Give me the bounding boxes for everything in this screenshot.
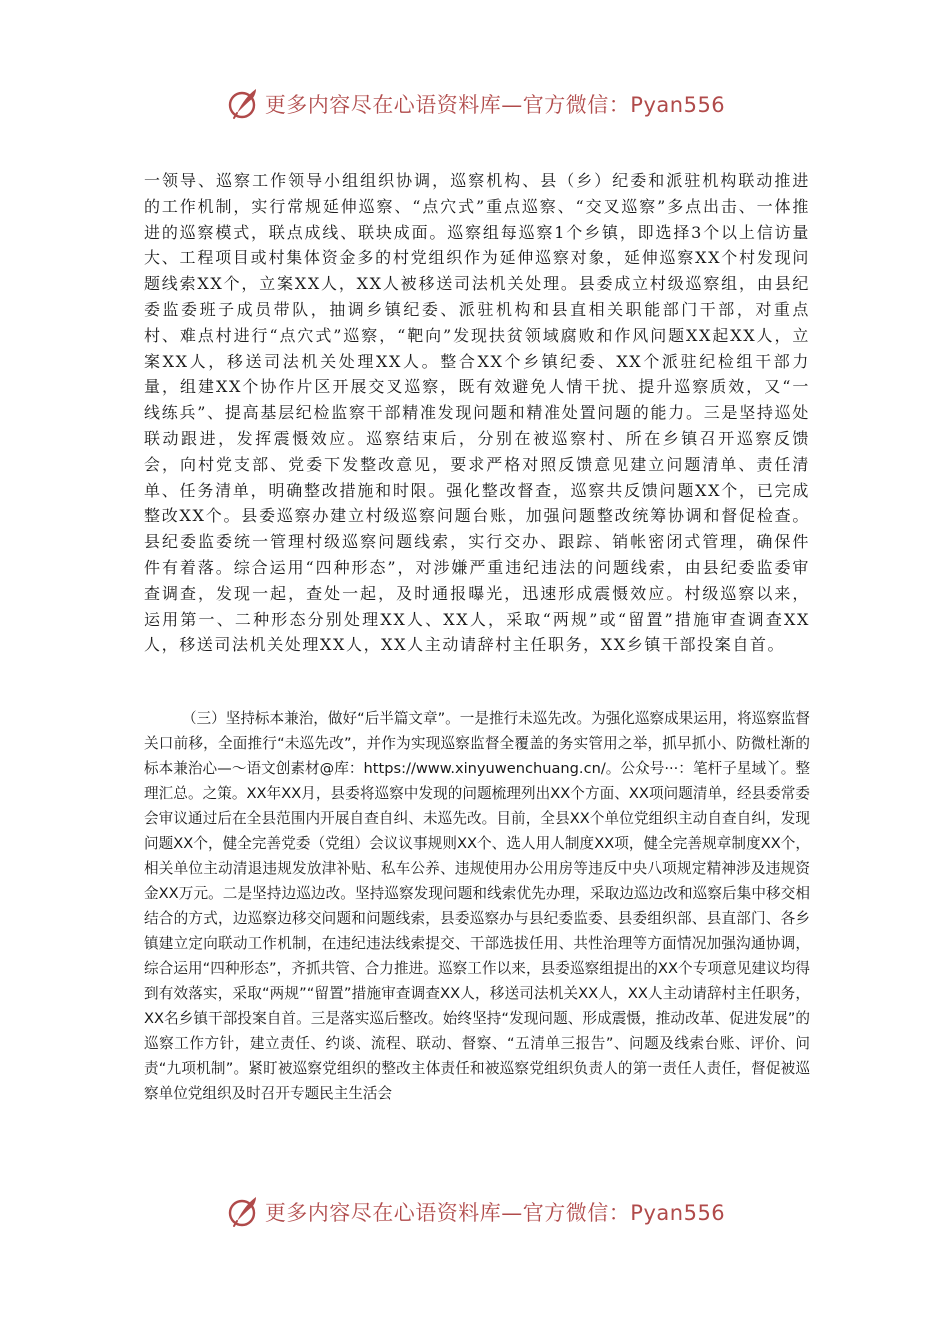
body-paragraph-2: （三）坚持标本兼治，做好“后半篇文章”。一是推行未巡先改。为强化巡察成果运用，将巡察监督关口前移，全面推行“未巡先改”，并作为实现巡察监督全覆盖的务实管用之举，抓早抓小、防微杜渐的标本兼治心—～语文创素材@库：https://www.xinyuwenchuang.cn/。公众号···：笔杆子星域丫。整理汇总。之策。XX年XX月，县委将巡察中发现的问题梳理列出XX个方面、XX项问题清单，经县委常委会审议通过后在全县范围内开展自查自纠、未巡先改。目前，全县XX个单位党组织主动自查自纠，发现问题XX个，健全完善党委（党组）会议议事规则XX个、选人用人制度XX项，健全完善规章制度XX个，相关单位主动清退违规发放津补贴、私车公养、违规使用办公用房等违反中央八项规定精神涉及违规资金XX万元。二是坚持边巡边改。坚持巡察发现问题和线索优先办理，采取边巡边改和巡察后集中移交相结合的方式，边巡察边移交问题和问题线索，县委巡察办与县纪委监委、县委组织部、县直部门、各乡镇建立定向联动工作机制，在违纪违法线索提交、干部选拔任用、共性治理等方面情况加强沟通协调，综合运用“四种形态”，齐抓共管、合力推进。巡察工作以来，县委巡察组提出的XX个专项意见建议均得到有效落实，采取“两规”“留置”措施审查调查XX人，移送司法机关XX人，XX人主动请辞村主任职务，XX名乡镇干部投案自首。三是落实巡后整改。始终坚持“发现问题、形成震慑，推动改革、促进发展”的巡察工作方针，建立责任、约谈、流程、联动、督察、“五清单三报告”、问题及线索台账、评价、问责“九项机制”。紧盯被巡察党组织的整改主体责任和被巡察党组织负责人的第一责任人责任，督促被巡察单位党组织及时召开专题民主生活会 xyxy=(144,710,811,1102)
quill-pen-icon xyxy=(225,86,261,122)
header-banner-text: 更多内容尽在心语资料库—官方微信：Pyan556 xyxy=(264,93,726,117)
footer-banner-text: 更多内容尽在心语资料库—官方微信：Pyan556 xyxy=(264,1201,726,1225)
body-paragraph-1: 一领导、巡察工作领导小组组织协调，巡察机构、县（乡）纪委和派驻机构联动推进的工作机制，实行常规延伸巡察、“点穴式”重点巡察、“交叉巡察”多点出击、一体推进的巡察模式，联点成线、联块成面。巡察组每巡察1个乡镇，即选择3个以上信访量大、工程项目或村集体资金多的村党组织作为延伸巡察对象，延伸巡察XX个村发现问题线索XX个，立案XX人，XX人被移送司法机关处理。县委成立村级巡察组，由县纪委监委班子成员带队，抽调乡镇纪委、派驻机构和县直相关职能部门干部，对重点村、难点村进行“点穴式”巡察，“靶向”发现扶贫领域腐败和作风问题XX起XX人，立案XX人，移送司法机关处理XX人。整合XX个乡镇纪委、XX个派驻纪检组干部力量，组建XX个协作片区开展交叉巡察，既有效避免人情干扰、提升巡察质效，又“一线练兵”、提高基层纪检监察干部精准发现问题和精准处置问题的能力。三是坚持巡处联动跟进，发挥震慑效应。巡察结束后，分别在被巡察村、所在乡镇召开巡察反馈会，向村党支部、党委下发整改意见，要求严格对照反馈意见建立问题清单、责任清单、任务清单，明确整改措施和时限。强化整改督查，巡察共反馈问题XX个，已完成整改XX个。县委巡察办建立村级巡察问题台账，加强问题整改统筹协调和督促检查。县纪委监委统一管理村级巡察问题线索，实行交办、跟踪、销帐密闭式管理，确保件件有着落。综合运用“四种形态”，对涉嫌严重违纪违法的问题线索，由县纪委监委审查调查，发现一起，查处一起，及时通报曝光，迅速形成震慑效应。村级巡察以来，运用第一、二种形态分别处理XX人、XX人，采取“两规”或“留置”措施审查调查XX人，移送司法机关处理XX人，XX人主动请辞村主任职务，XX乡镇干部投案自首。 xyxy=(144,171,810,655)
quill-pen-icon xyxy=(225,1194,261,1230)
header-banner xyxy=(0,84,950,124)
footer-banner xyxy=(0,1192,950,1232)
